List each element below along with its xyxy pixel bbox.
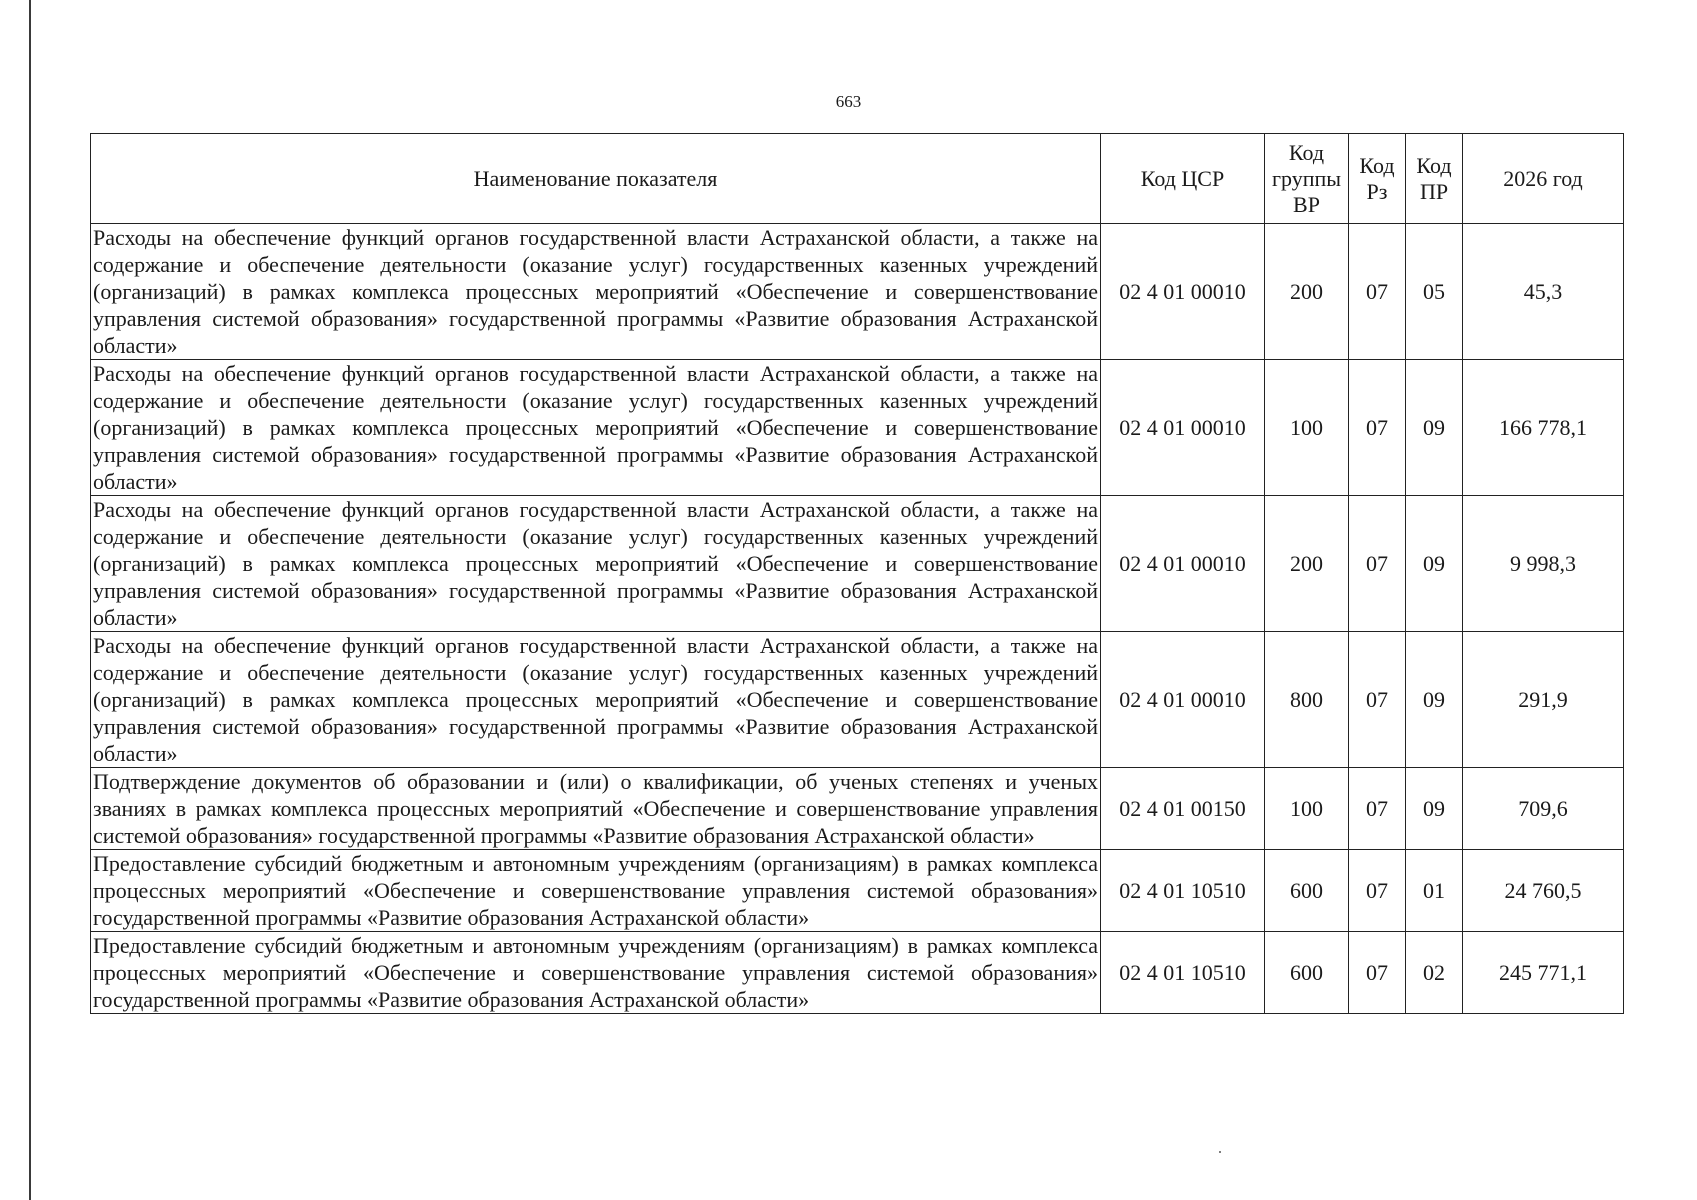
header-year: 2026 год [1463, 134, 1624, 224]
row-pr: 09 [1406, 768, 1463, 850]
row-csr: 02 4 01 10510 [1101, 850, 1265, 932]
table-row [91, 932, 1624, 1014]
row-vr: 200 [1265, 496, 1349, 632]
header-csr: Код ЦСР [1101, 134, 1265, 224]
row-pr: 09 [1406, 496, 1463, 632]
row-amount: 291,9 [1463, 632, 1624, 768]
row-amount: 45,3 [1463, 224, 1624, 360]
row-amount: 9 998,3 [1463, 496, 1624, 632]
row-amount: 24 760,5 [1463, 850, 1624, 932]
row-vr: 600 [1265, 932, 1349, 1014]
row-rz: 07 [1349, 360, 1406, 496]
page-number: 663 [835, 92, 862, 111]
row-csr: 02 4 01 00010 [1101, 360, 1265, 496]
budget-table [90, 133, 1624, 1014]
table-row [91, 768, 1624, 850]
table-row [91, 360, 1624, 496]
row-csr: 02 4 01 10510 [1101, 932, 1265, 1014]
row-vr: 600 [1265, 850, 1349, 932]
row-amount: 709,6 [1463, 768, 1624, 850]
row-pr: 01 [1406, 850, 1463, 932]
row-rz: 07 [1349, 850, 1406, 932]
row-name: Подтверждение документов об образовании и (или) о квалификации, об ученых степенях и ученых званиях в рамках комплекса процессных мероприятий «Обеспечение и совершенствование управления системой образования» государственной программы «Развитие образования Астраханской области» [91, 768, 1101, 850]
row-name: Расходы на обеспечение функций органов государственной власти Астраханской области, а также на содержание и обеспечение деятельности (оказание услуг) государственных казенных учреждений (организаций) в рамках комплекса процессных мероприятий «Обеспечение и совершенствование управления системой образования» государственной программы «Развитие образования Астраханской области» [91, 632, 1101, 768]
row-amount: 245 771,1 [1463, 932, 1624, 1014]
table-row [91, 850, 1624, 932]
row-amount: 166 778,1 [1463, 360, 1624, 496]
row-pr: 09 [1406, 360, 1463, 496]
scan-speck [1219, 1151, 1221, 1153]
row-pr: 09 [1406, 632, 1463, 768]
table-row [91, 496, 1624, 632]
row-csr: 02 4 01 00150 [1101, 768, 1265, 850]
row-name: Расходы на обеспечение функций органов государственной власти Астраханской области, а также на содержание и обеспечение деятельности (оказание услуг) государственных казенных учреждений (организаций) в рамках комплекса процессных мероприятий «Обеспечение и совершенствование управления системой образования» государственной программы «Развитие образования Астраханской области» [91, 360, 1101, 496]
row-rz: 07 [1349, 632, 1406, 768]
row-csr: 02 4 01 00010 [1101, 632, 1265, 768]
row-rz: 07 [1349, 496, 1406, 632]
header-pr: Код ПР [1406, 134, 1463, 224]
row-pr: 05 [1406, 224, 1463, 360]
row-vr: 100 [1265, 360, 1349, 496]
row-vr: 200 [1265, 224, 1349, 360]
row-name: Предоставление субсидий бюджетным и автономным учреждениям (организациям) в рамках комплекса процессных мероприятий «Обеспечение и совершенствование управления системой образования» государственной программы «Развитие образования Астраханской области» [91, 932, 1101, 1014]
row-name: Предоставление субсидий бюджетным и автономным учреждениям (организациям) в рамках комплекса процессных мероприятий «Обеспечение и совершенствование управления системой образования» государственной программы «Развитие образования Астраханской области» [91, 850, 1101, 932]
row-csr: 02 4 01 00010 [1101, 224, 1265, 360]
row-name: Расходы на обеспечение функций органов государственной власти Астраханской области, а также на содержание и обеспечение деятельности (оказание услуг) государственных казенных учреждений (организаций) в рамках комплекса процессных мероприятий «Обеспечение и совершенствование управления системой образования» государственной программы «Развитие образования Астраханской области» [91, 224, 1101, 360]
row-name: Расходы на обеспечение функций органов государственной власти Астраханской области, а также на содержание и обеспечение деятельности (оказание услуг) государственных казенных учреждений (организаций) в рамках комплекса процессных мероприятий «Обеспечение и совершенствование управления системой образования» государственной программы «Развитие образования Астраханской области» [91, 496, 1101, 632]
row-csr: 02 4 01 00010 [1101, 496, 1265, 632]
row-vr: 800 [1265, 632, 1349, 768]
header-rz: Код Рз [1349, 134, 1406, 224]
row-rz: 07 [1349, 768, 1406, 850]
table-row [91, 632, 1624, 768]
table-row [91, 224, 1624, 360]
row-rz: 07 [1349, 224, 1406, 360]
left-margin-rule [29, 0, 31, 1200]
row-rz: 07 [1349, 932, 1406, 1014]
header-name: Наименование показателя [91, 134, 1101, 224]
table-header-row [91, 134, 1624, 224]
row-pr: 02 [1406, 932, 1463, 1014]
row-vr: 100 [1265, 768, 1349, 850]
header-vr: Код группы ВР [1265, 134, 1349, 224]
